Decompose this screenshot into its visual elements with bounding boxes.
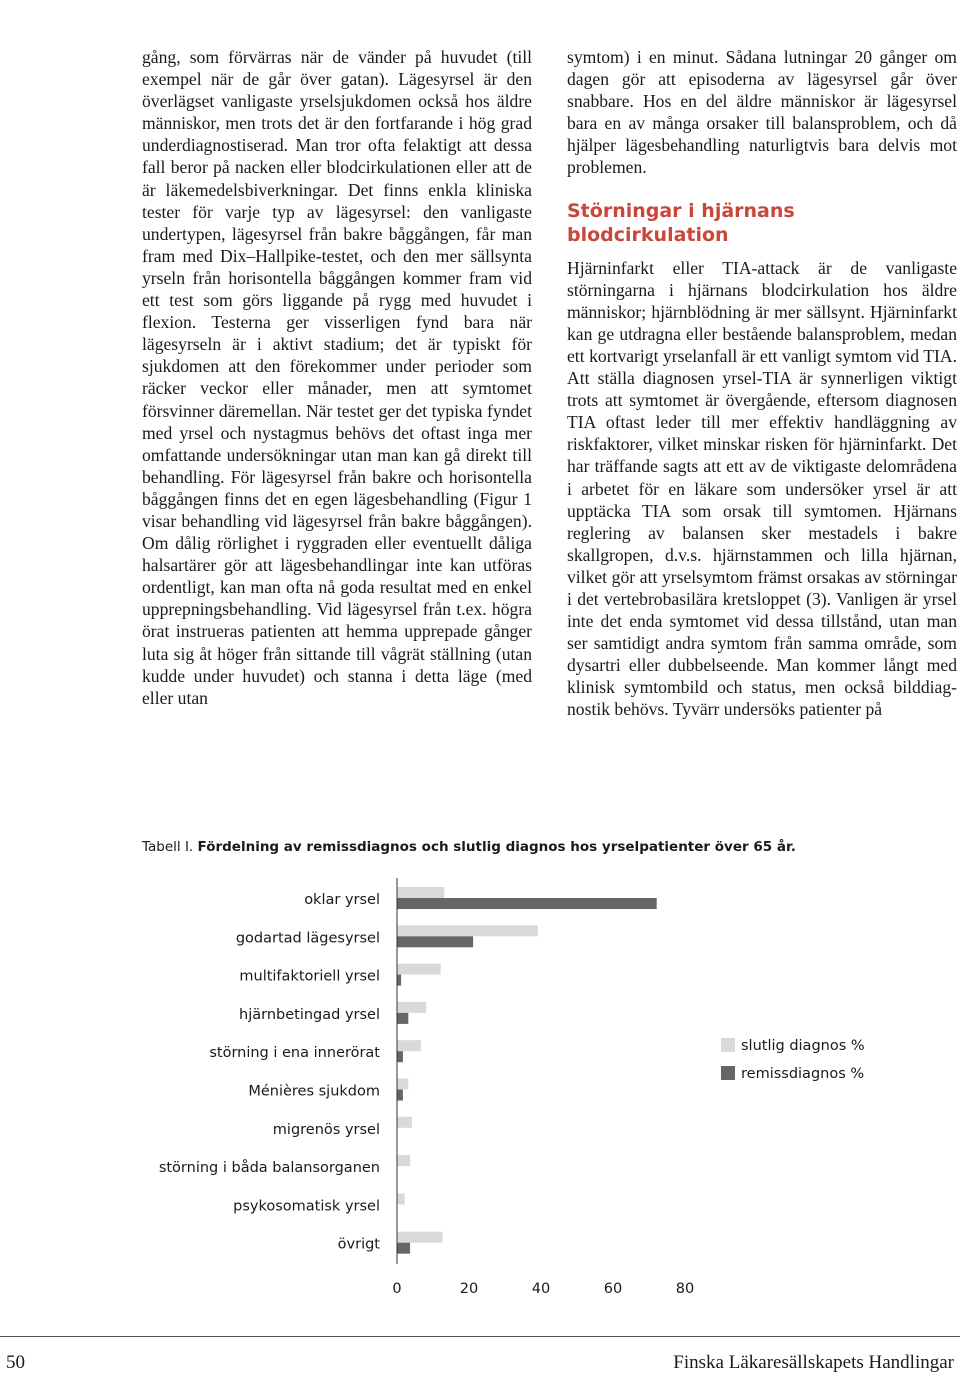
legend-label: remissdiagnos % (741, 1066, 865, 1082)
bar-slutlig-diagnos (398, 925, 538, 936)
x-tick-label: 40 (531, 1281, 551, 1297)
category-label: multifaktoriell yrsel (239, 968, 380, 985)
bar-slutlig-diagnos (398, 1002, 427, 1013)
journal-name: Finska Läkaresällskapets Handlingar (673, 1352, 954, 1373)
bar-slutlig-diagnos (398, 1079, 409, 1090)
category-label: Ménières sjukdom (248, 1083, 380, 1100)
left-column (142, 46, 532, 709)
bar-remissdiagnos (398, 1090, 403, 1101)
footer-rule (0, 1336, 960, 1337)
bar-slutlig-diagnos (398, 887, 445, 898)
bar-slutlig-diagnos (398, 1193, 405, 1204)
category-label: godartad lägesyrsel (235, 930, 380, 947)
bar-slutlig-diagnos (398, 1155, 411, 1166)
bar-slutlig-diagnos (398, 1117, 412, 1128)
body-paragraph: Hjärninfarkt eller TIA-attack är de vanligaste störningarna i hjärnans blodcirkulation hos äldre människor; hjärnblödning är mer sällsynt. Hjärninfarkt kan ge utdragna eller bestående balansproblem, medan ett kortvarigt yrselanfall är ett vanligt symtom vid TIA. Att ställa diagnosen yrsel-TIA är synnerligen viktigt trots att symtomet är övergående, eftersom diagnosen TIA oftast leder till mer effektiv handläggning av riskfaktorer, vilket minskar risken för hjärninfarkt. Det har träffande sagts att ett av de viktigaste delområdena i arbetet för en läkare som undersöker yrsel är att upptäcka TIA som orsak till symtomen. Hjärnans reglering av balansen sker mestadels i bakre skallgropen, d.v.s. hjärnstammen och lilla hjärnan, vilket gör att yrselsymtom främst orsakas av störningar i det vertebrobasilära kretsloppet (3). Vanligen är yrsel inte det enda symtomet vid dessa tillstånd, utan man ser samtidigt andra symtom från samma område, som dysartri eller dubbelseende. Man kommer långt med klinisk symtombild och status, men också bilddiagnostik behövs. Tyvärr undersöks patienter på (567, 257, 957, 720)
bar-remissdiagnos (398, 1243, 411, 1254)
category-label: hjärnbetingad yrsel (239, 1006, 380, 1023)
bar-chart (0, 870, 960, 1300)
category-label: psykosomatisk yrsel (233, 1198, 380, 1215)
bar-slutlig-diagnos (398, 1232, 443, 1243)
bar-remissdiagnos (398, 936, 474, 947)
x-tick-label: 60 (603, 1281, 623, 1297)
table-caption-title: Fördelning av remissdiagnos och slutlig diagnos hos yrselpatienter över 65 år. (197, 839, 796, 855)
category-label: oklar yrsel (304, 892, 380, 908)
table-caption-prefix: Tabell I. (142, 839, 198, 855)
x-tick-label: 0 (392, 1281, 402, 1297)
legend-label: slutlig diagnos % (741, 1038, 865, 1054)
page-number: 50 (6, 1352, 25, 1373)
x-tick-label: 20 (459, 1281, 479, 1297)
legend-swatch-slutlig (721, 1038, 735, 1052)
category-label: övrigt (337, 1236, 380, 1253)
x-tick-label: 80 (675, 1281, 695, 1297)
category-label: störning i ena innerörat (209, 1045, 380, 1062)
category-label: migrenös yrsel (272, 1121, 380, 1138)
body-paragraph: gång, som förvärras när de vänder på huvudet (till exempel när de går över gatan). Lägesyrsel är den överlägset vanligaste yrselsjukdomen också hos äldre människor, men trots det är den fortfarande i hög grad underdiagnostiserad. Man tror ofta felaktigt att dessa fall beror på nacken eller blodcirkulationen eller att de är läkemedelsbiverkningar. Det finns enkla kliniska tester för varje typ av lägesyrsel: den vanligaste undertypen, lägesyrsel från bakre båggången, får man fram med Dix–Hallpike-testet, och den mer sällsynta yrseln från horisontella båggången kommer fram vid ett test som görs liggande på rygg med huvudet i flexion. Testerna ger visserligen fynd bara när lägesyrseln är i aktivt stadium; det är typiskt för sjukdomen att den förekommer under perioder som räcker veckor eller månader, men att symtomet försvinner däremellan. När testet ger det typiska fyndet med yrsel och nystagmus behövs det oftast inga mer omfattande undersökningar utan man kan gå direkt till behandling. För lägesyrsel från bakre och horisontella båggången finns det en egen lägesbehandling (Figur 1 visar behandling vid lägesyrsel från bakre båggången). Om dålig rörlighet i ryggraden eller eventuellt dåliga halsartärer gör att lägesbehandlingar inte kan utföras ordentligt, kan man ofta nå goda resultat med en enkel upprepningsbehandling. Vid lägesyrsel från t.ex. högra örat instrueras patienten att hemma upprepade gånger luta sig åt höger från sittande till vågrät ställning (utan kudde under huvudet) och stanna i detta läge (med eller utan (142, 47, 532, 708)
bar-slutlig-diagnos (398, 964, 441, 975)
legend-swatch-remiss (721, 1066, 735, 1080)
body-paragraph: symtom) i en minut. Sådana lutningar 20 gånger om dagen gör att episoderna av lägesyrsel går över snabbare. Hos en del äldre människor är lägesyrsel bara en av många orsaker till balansproblem, och då hjälper lägesbehandling naturligtvis bara delvis mot problemen. (567, 47, 957, 178)
bar-remissdiagnos (398, 898, 657, 909)
category-label: störning i båda balansorganen (158, 1160, 380, 1177)
bar-slutlig-diagnos (398, 1040, 421, 1051)
section-heading: Störningar i hjärnans blodcirkulation (567, 199, 795, 246)
bar-remissdiagnos (398, 1051, 403, 1062)
right-column (567, 46, 957, 721)
bar-remissdiagnos (398, 1013, 409, 1024)
table-caption (142, 838, 942, 856)
bar-remissdiagnos (398, 975, 402, 986)
